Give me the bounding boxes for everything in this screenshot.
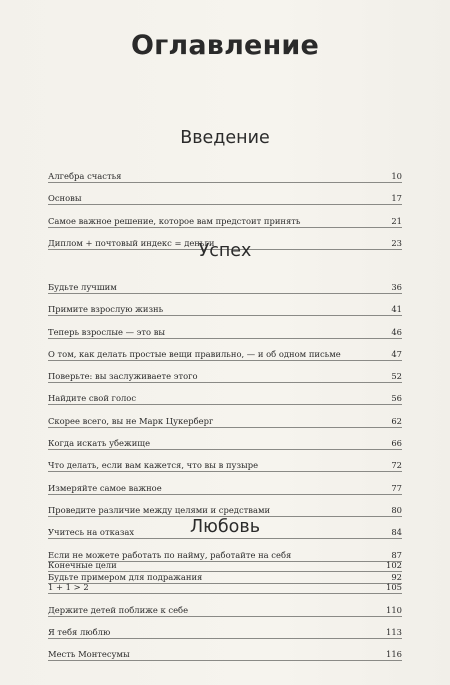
toc-entry-title: Скорее всего, вы не Марк Цукерберг	[48, 415, 214, 426]
toc-entry-title: Теперь взрослые — это вы	[48, 326, 166, 337]
toc-entry	[48, 324, 402, 346]
toc-entry-page-number: 113	[386, 626, 402, 637]
toc-entry-page-number: 62	[391, 415, 402, 426]
toc-entry	[48, 168, 402, 190]
toc-entry-underline	[48, 494, 402, 495]
toc-entry-underline	[48, 660, 402, 661]
toc-entry	[48, 646, 402, 668]
toc-entry-title: Будьте примером для подражания	[48, 571, 203, 582]
section-introduction	[48, 126, 402, 257]
toc-entry-title: Основы	[48, 193, 82, 204]
toc-entry-page-number: 72	[391, 460, 402, 471]
toc-entry-title: Самое важное решение, которое вам предстоит принять	[48, 215, 301, 226]
toc-entry-title: Месть Монтесумы	[48, 649, 130, 660]
toc-entry-page-number: 80	[391, 504, 402, 515]
section-heading: Успех	[198, 241, 252, 261]
toc-entry-title: Алгебра счастья	[48, 171, 122, 181]
toc-entry-underline	[48, 360, 402, 361]
toc-entry	[48, 435, 402, 457]
toc-entry-page-number: 41	[391, 304, 402, 315]
toc-entry-title: Я тебя люблю	[48, 626, 111, 637]
toc-entry-underline	[48, 593, 402, 594]
toc-entry-title: Измеряйте самое важное	[48, 482, 162, 493]
toc-entry-title: Диплом + почтовый индекс = деньги	[48, 237, 215, 248]
section-heading: Введение	[180, 128, 270, 148]
toc-entry-title: Примите взрослую жизнь	[48, 304, 164, 315]
toc-entry-page-number: 46	[391, 326, 402, 337]
toc-entry-page-number: 105	[386, 582, 402, 593]
toc-entry-page-number: 10	[391, 171, 402, 181]
toc-entry	[48, 213, 402, 235]
section-heading: Любовь	[189, 517, 261, 537]
toc-entry-title: Будьте лучшим	[48, 282, 117, 292]
toc-entry-title: 1 + 1 > 2	[48, 582, 89, 593]
toc-entry-underline	[48, 382, 402, 383]
toc-entry-page-number: 17	[391, 193, 402, 204]
toc-entry-page-number: 66	[391, 438, 402, 449]
section-love	[48, 515, 402, 668]
toc-entry-title: Если не можете работать по найму, работайте на себя	[48, 549, 292, 560]
toc-entry-underline	[48, 638, 402, 639]
toc-entry-underline	[48, 338, 402, 339]
section-entries	[48, 557, 402, 668]
toc-entry-title: Конечные цели	[48, 560, 117, 570]
toc-entry-page-number: 84	[391, 527, 402, 538]
toc-entry	[48, 279, 402, 301]
toc-entry-underline	[48, 404, 402, 405]
toc-entry-underline	[48, 204, 402, 205]
toc-entry-page-number: 56	[391, 393, 402, 404]
toc-entry-underline	[48, 571, 402, 572]
toc-entry	[48, 390, 402, 412]
toc-entry	[48, 602, 402, 624]
toc-entry-underline	[48, 427, 402, 428]
toc-entry-title: Держите детей поближе к себе	[48, 604, 189, 615]
toc-entry-page-number: 36	[391, 282, 402, 292]
toc-entry-page-number: 52	[391, 371, 402, 382]
toc-entry-title: О том, как делать простые вещи правильно, — и об одном письме	[48, 348, 341, 359]
toc-entry-page-number: 87	[391, 549, 402, 560]
toc-entry-page-number: 102	[386, 560, 402, 570]
toc-entry	[48, 413, 402, 435]
toc-entry-page-number: 92	[391, 571, 402, 582]
toc-entry-title: Поверьте: вы заслуживаете этого	[48, 371, 198, 382]
toc-entry-title: Что делать, если вам кажется, что вы в пузыре	[48, 460, 259, 471]
toc-entry	[48, 301, 402, 323]
toc-entry	[48, 368, 402, 390]
toc-entry-title: Найдите свой голос	[48, 393, 137, 404]
toc-entry	[48, 624, 402, 646]
toc-entry-underline	[48, 293, 402, 294]
toc-entry-underline	[48, 227, 402, 228]
toc-entry-underline	[48, 449, 402, 450]
page-title: Оглавление	[130, 30, 320, 61]
toc-entry-page-number: 116	[386, 649, 402, 660]
toc-entry-page-number: 47	[391, 348, 402, 359]
toc-entry-page-number: 77	[391, 482, 402, 493]
toc-entry-title: Учитесь на отказах	[48, 527, 135, 538]
toc-entry	[48, 557, 402, 579]
toc-entry-underline	[48, 471, 402, 472]
toc-entry-page-number: 23	[391, 237, 402, 248]
toc-entry	[48, 457, 402, 479]
toc-entry-page-number: 21	[391, 215, 402, 226]
toc-entry-title: Когда искать убежище	[48, 438, 151, 449]
toc-entry	[48, 346, 402, 368]
toc-entry	[48, 579, 402, 601]
toc-entry-underline	[48, 315, 402, 316]
toc-entry	[48, 480, 402, 502]
toc-entry-title: Проведите различие между целями и средствами	[48, 504, 271, 515]
toc-entry-underline	[48, 182, 402, 183]
toc-entry-underline	[48, 616, 402, 617]
toc-entry	[48, 190, 402, 212]
toc-entry-page-number: 110	[386, 604, 402, 615]
